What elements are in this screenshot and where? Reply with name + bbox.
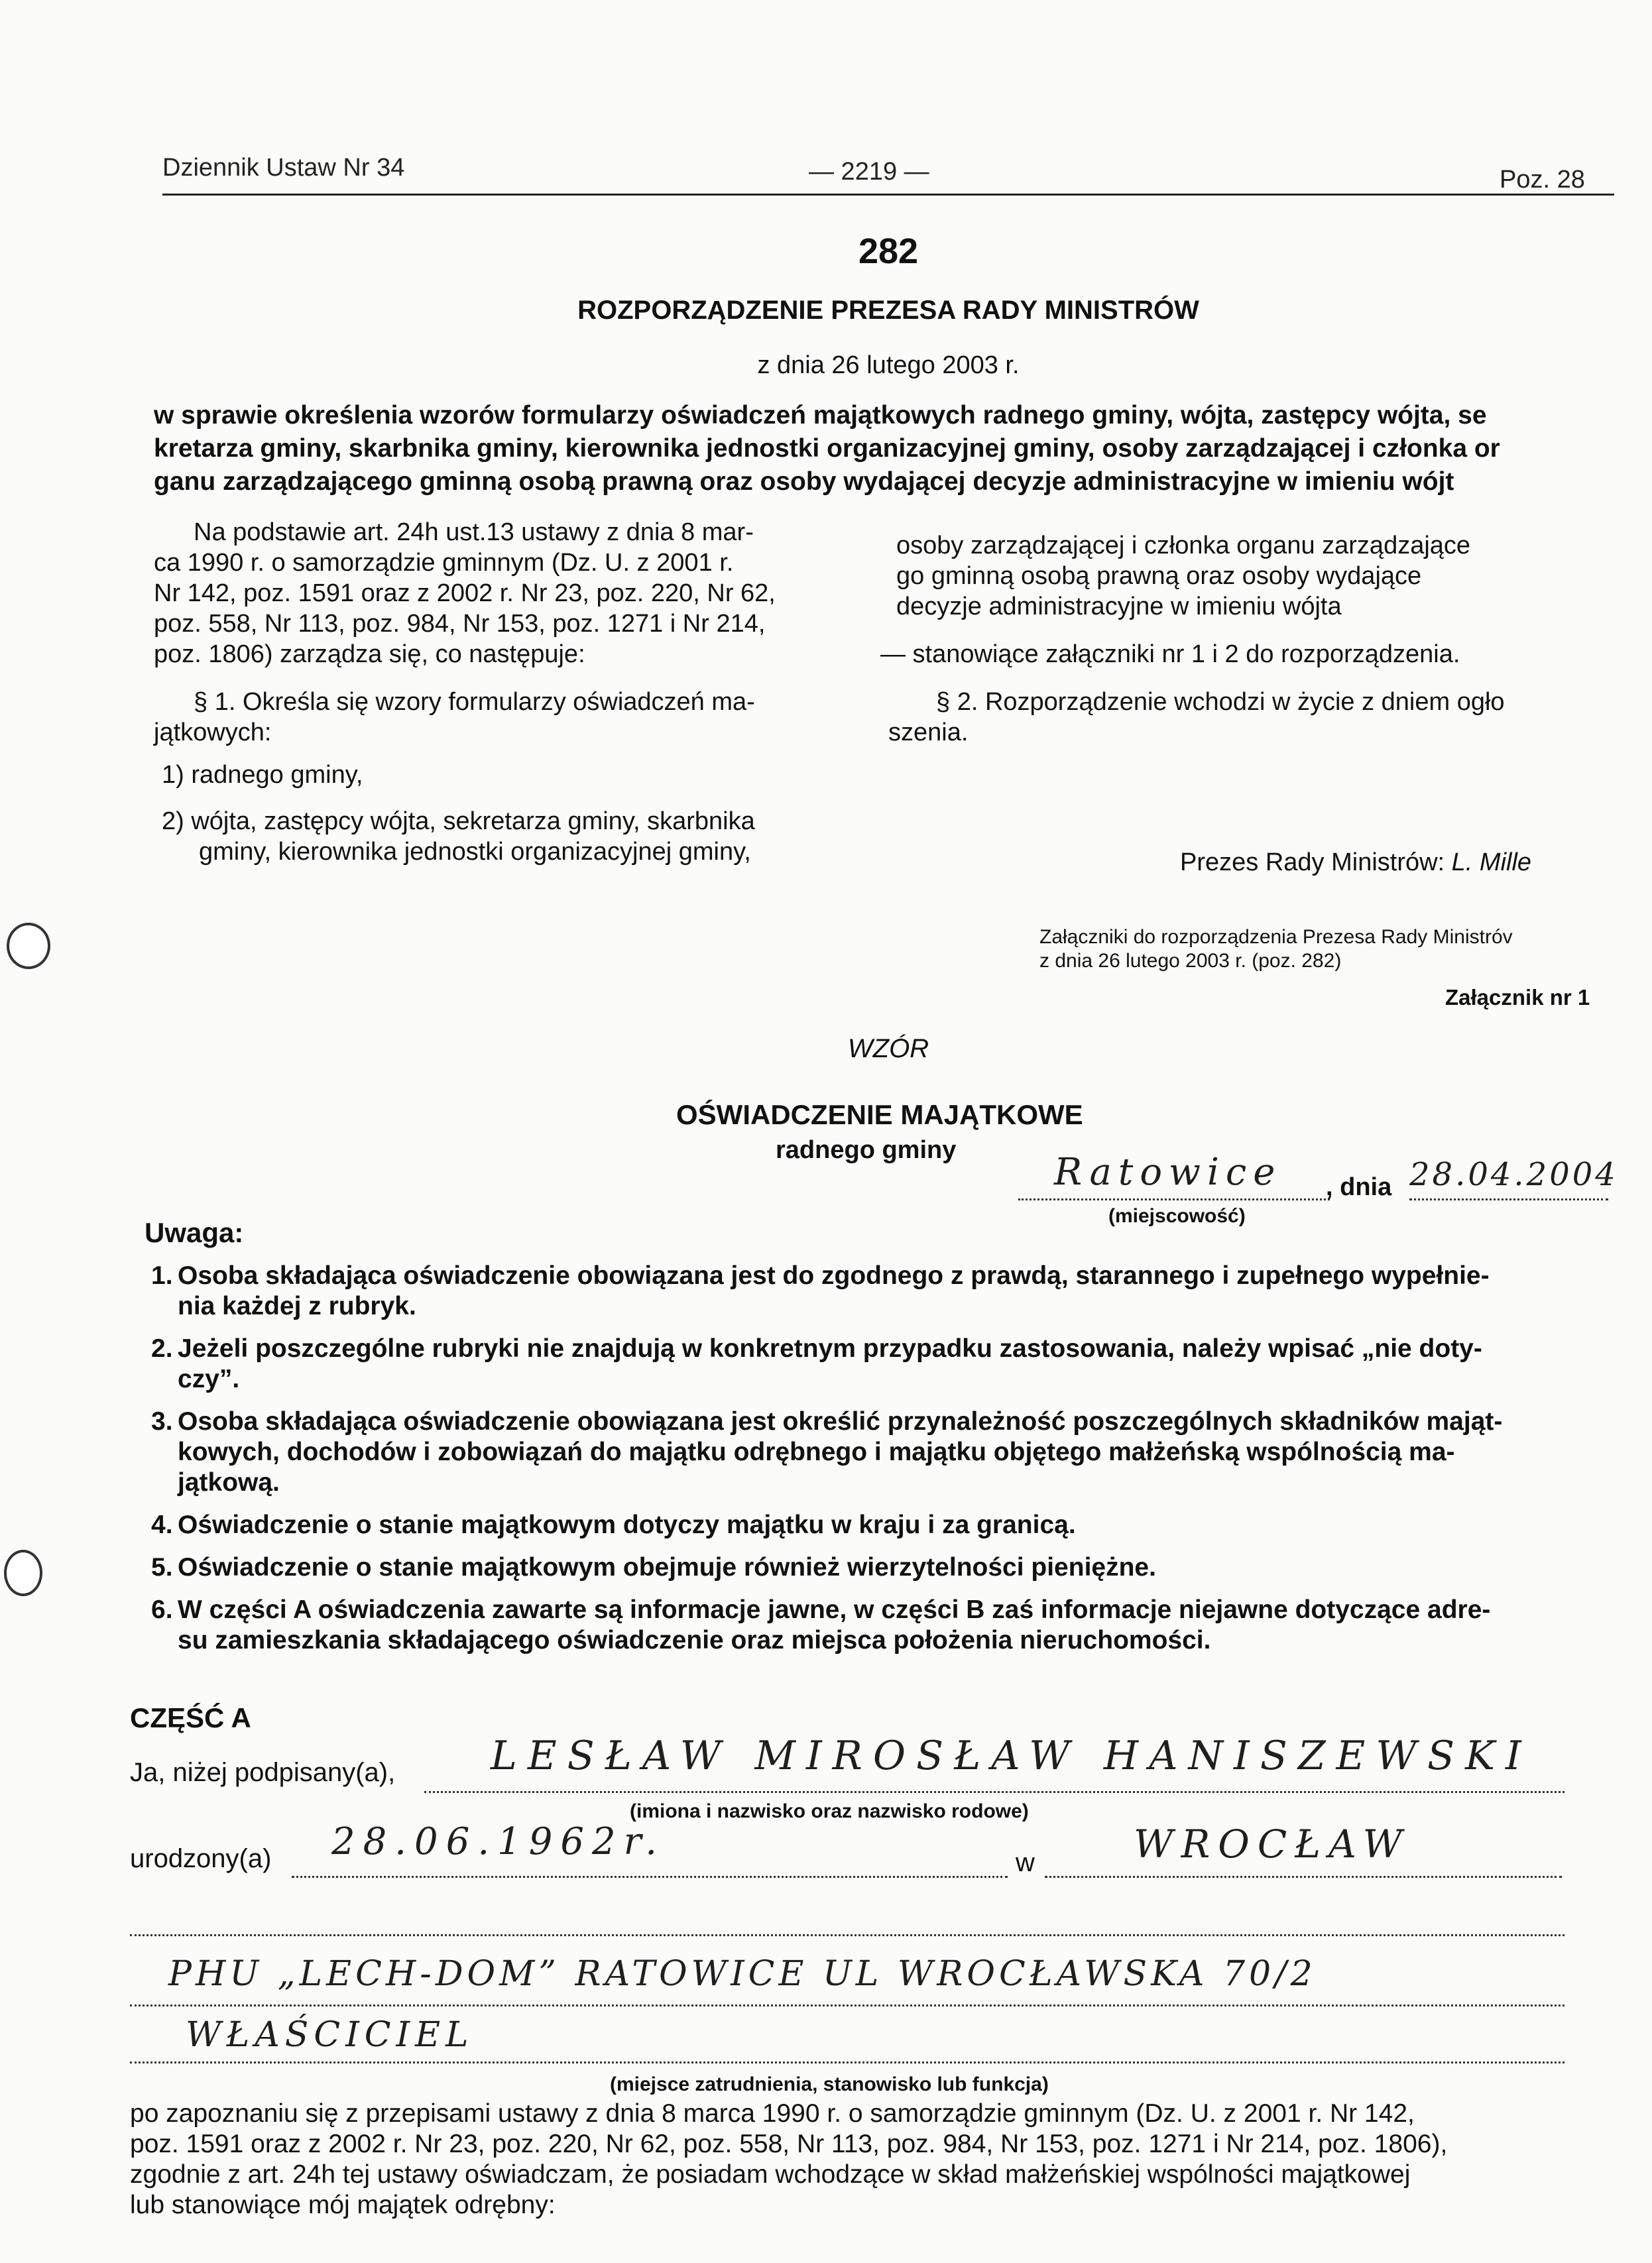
signature-line: Prezes Rady Ministrów: L. Mille <box>1180 848 1532 876</box>
legal-basis: Na podstawie art. 24h ust.13 ustawy z dnia 8 mar- ca 1990 r. o samorządzie gminnym (Dz. U. z 2001 r. Nr 142, poz. 1591 oraz z 2002 r. Nr 23, poz. 220, Nr 62, poz. 558, Nr 113, poz. 984, Nr 153, poz. 1271 i Nr 214, poz. 1806) zarządza się, co następuje: <box>154 518 776 668</box>
position-line <box>130 2061 1564 2063</box>
name-handwritten: LESŁAW MIROSŁAW HANISZEWSKI <box>491 1733 1532 1779</box>
form-wzor: WZÓR <box>847 1034 929 1063</box>
note-5: 5. Oświadczenie o stanie majątkowym obejmuje również wierzytelności pieniężne. <box>151 1553 1156 1582</box>
note-4: 4. Oświadczenie o stanie majątkowym dotyczy majątku w kraju i za granicą. <box>151 1511 1076 1539</box>
employment-line <box>130 2004 1564 2006</box>
note-1: 1. Osoba składająca oświadczenie obowiązana jest do zgodnego z prawdą, starannego i zupełnego wypełnie- nia każdej z rubryk. <box>151 1261 1490 1320</box>
in-label: w <box>1016 1848 1035 1877</box>
signed-label: Ja, niżej podpisany(a), <box>130 1758 396 1787</box>
act-number: 282 <box>858 231 919 271</box>
place-handwritten: Ratowice <box>1054 1151 1282 1194</box>
name-field-line <box>424 1791 1564 1793</box>
continuation: osoby zarządzającej i członka organu zarządzające go gminną osobą prawną oraz osoby wydające decyzje administracyjne w imieniu wójta <box>896 532 1471 620</box>
birth-date-handwritten: 28.06.1962r. <box>331 1820 666 1863</box>
employment-handwritten: PHU „LECH-DOM” RATOWICE UL WROCŁAWSKA 70/2 <box>168 1954 1317 1994</box>
birth-place-handwritten: WROCŁAW <box>1134 1822 1411 1867</box>
notes-list <box>151 1261 1623 1656</box>
journal-name: Dziennik Ustaw Nr 34 <box>162 154 405 182</box>
punch-hole-top <box>7 923 50 969</box>
position-number: Poz. 28 <box>1500 166 1585 194</box>
date-label: , dnia <box>1326 1173 1392 1201</box>
date-handwritten: 28.04.2004 <box>1409 1156 1618 1193</box>
paragraph-2: § 2. Rozporządzenie wchodzi w życie z dniem ogło szenia. <box>888 688 1505 746</box>
empty-line <box>130 1934 1564 1936</box>
form-subtitle: radnego gminy <box>776 1136 957 1164</box>
note-2: 2. Jeżeli poszczególne rubryki nie znajdują w konkretnym przypadku zastosowania, należy wpisać „nie doty- czy”. <box>151 1334 1482 1393</box>
paragraph-1: § 1. Określa się wzory formularzy oświadczeń ma- jątkowych: <box>154 688 755 746</box>
item-1: 1) radnego gminy, <box>162 761 363 789</box>
position-handwritten: WŁAŚCICIEL <box>186 2015 474 2055</box>
birth-place-line <box>1045 1876 1562 1878</box>
employment-caption: (miejsce zatrudnienia, stanowisko lub funkcja) <box>610 2073 1049 2095</box>
page-number: — 2219 — <box>809 158 929 186</box>
act-subject: w sprawie określenia wzorów formularzy oświadczeń majątkowych radnego gminy, wójta, zastępcy wójta, se kretarza gminy, skarbnika gminy, kierownika jednostki organizacyjnej gminy, osoby zarządzającej i członka or ganu zarządzającego gminną osobą prawną oraz osoby wydającej decyzje administracyjne w imieniu wójt <box>154 401 1500 496</box>
born-label: urodzony(a) <box>130 1844 272 1873</box>
declaration: po zapoznaniu się z przepisami ustawy z dnia 8 marca 1990 r. o samorządzie gminnym (Dz. U. z 2001 r. Nr 142, poz. 1591 oraz z 2002 r. Nr 23, poz. 220, Nr 62, poz. 558, Nr 113, poz. 984, Nr 153, poz. 1271 i Nr 214, poz. 1806), zgodnie z art. 24h tej ustawy oświadczam, że posiadam wchodzące w skład małżeńskiej wspólności majątkowej lub stanowiące mój majątek odrębny: <box>130 2099 1448 2219</box>
header-rule <box>162 194 1614 196</box>
act-date: z dnia 26 lutego 2003 r. <box>757 351 1020 379</box>
left-column <box>154 517 903 867</box>
note-3: 3. Osoba składająca oświadczenie obowiązana jest określić przynależność poszczególnych składników mająt- kowych, dochodów i zobowiązań do majątku odrębnego i majątku objętego małżeńską wspólnością ma- jątkową. <box>151 1407 1503 1497</box>
note-6: 6. W części A oświadczenia zawarte są informacje jawne, w części B zaś informacje niejawne dotyczące adre- su zamieszkania składającego oświadczenie oraz miejsca położenia nieruchomości. <box>151 1596 1491 1654</box>
punch-hole-bottom <box>4 1550 42 1596</box>
name-caption: (imiona i nazwisko oraz nazwisko rodowe) <box>630 1800 1029 1822</box>
date-field-line <box>1409 1198 1608 1200</box>
act-title: ROZPORZĄDZENIE PREZESA RADY MINISTRÓW <box>577 296 1199 325</box>
annex-note: Załączniki do rozporządzenia Prezesa Rady Ministróv z dnia 26 lutego 2003 r. (poz. 282) <box>1039 926 1513 972</box>
form-title: OŚWIADCZENIE MAJĄTKOWE <box>676 1099 1083 1130</box>
annex-label: Załącznik nr 1 <box>1445 985 1590 1010</box>
place-field-line <box>1018 1198 1330 1200</box>
item-2: 2) wójta, zastępcy wójta, sekretarza gminy, skarbnika gminy, kierownika jednostki organizacyjnej gminy, <box>162 807 755 866</box>
right-column <box>880 530 1619 748</box>
place-caption: (miejscowość) <box>1108 1205 1246 1227</box>
part-a-heading: CZĘŚĆ A <box>130 1702 251 1733</box>
birth-date-line <box>292 1876 1008 1878</box>
uwaga-label: Uwaga: <box>145 1217 244 1248</box>
annex-reference: — stanowiące załączniki nr 1 i 2 do rozporządzenia. <box>880 640 1460 668</box>
